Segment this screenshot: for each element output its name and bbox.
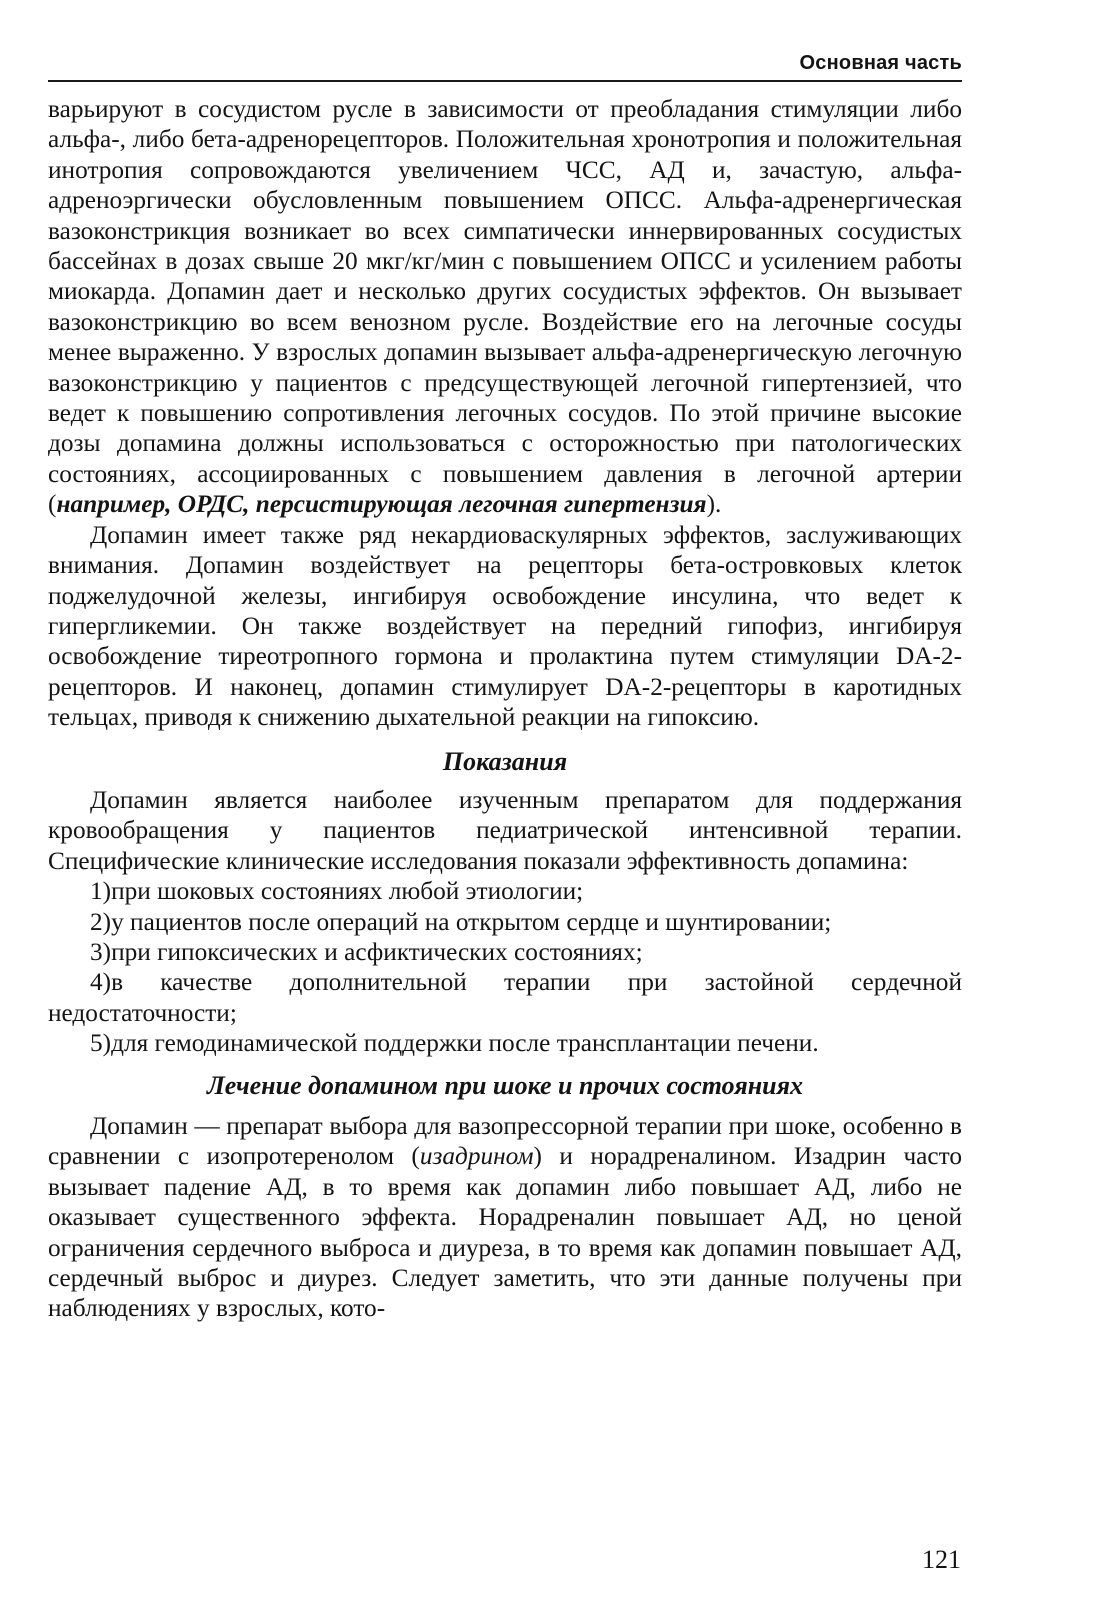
list-item-number: 3) (90, 937, 112, 966)
list-item-number: 2) (90, 907, 112, 936)
list-item-number: 4) (90, 968, 112, 997)
page-number: 121 (922, 1545, 961, 1574)
list-item-text: в качестве дополнительной терапии при застойной сердечной недостаточности; (48, 968, 962, 1027)
list-item-text: при шоковых состояниях любой этиологии; (111, 877, 584, 906)
list-item-number: 5) (90, 1029, 112, 1058)
emphasis-example: например, ОРДС, персистирующая легочная гипертензия (56, 490, 707, 519)
paragraph-shock-treatment (48, 1111, 962, 1324)
paragraph-text: ) и норадреналином. Изадрин часто вызывает падение АД, в то время как допамин либо повышает АД, либо не оказывает существенного эффекта. Норадреналин повышает АД, но ценой ограничения сердечного выброса и диуреза, в то время как допамин повышает АД, сердечный выброс и диурез. Следует заметить, что эти данные получены при наблюдениях у взрослых, кото- (48, 1142, 962, 1323)
list-item (48, 937, 962, 967)
paragraph-text: Допамин — препарат выбора для вазопрессорной терапии при шоке, особенно в сравнении с изопротеренолом ( (48, 1112, 962, 1171)
paragraph-noncardiovascular-effects: Допамин имеет также ряд некардиоваскулярных эффектов, заслуживающих внимания. Допамин воздействует на рецепторы бета-островковых клеток поджелудочной железы, ингибируя освобождение инсулина, что ведет к гипергликемии. Он также воздействует на передний гипофиз, ингибируя освобождение тиреотропного гормона и пролактина путем стимуляции DA-2-рецепторов. И наконец, допамин стимулирует DA-2-рецепторы в каротидных тельцах, приводя к снижению дыхательной реакции на гипоксию. (48, 520, 962, 732)
page-body (48, 94, 962, 1324)
paragraph-vascular-effects (48, 94, 962, 520)
list-item-number: 1) (90, 877, 112, 906)
list-item (48, 876, 962, 906)
list-item (48, 907, 962, 937)
list-item-text: при гипоксических и асфиктических состояниях; (111, 937, 643, 966)
paragraph-indications-intro: Допамин является наиболее изученным препаратом для поддержания кровообращения у пациентов педиатрической интенсивной терапии. Специфические клинические исследования показали эффективность допамина: (48, 785, 962, 875)
indications-list (48, 876, 962, 1058)
list-item-text: для гемодинамической поддержки после трансплантации печени. (111, 1029, 819, 1058)
paragraph-text: варьируют в сосудистом русле в зависимости от преобладания стимуляции либо альфа-, либо бета-адренорецепторов. Положительная хронотропия и положительная инотропия сопровождаются увеличением ЧСС, АД и, зачастую, альфа-адреноэргически обусловленным повышением ОПСС. Альфа-адренергическая вазоконстрикция возникает во всех симпатически иннервированных сосудистых бассейнах в дозах свыше 20 мкг/кг/мин с повышением ОПСС и усилением работы миокарда. Допамин дает и несколько других сосудистых эффектов. Он вызывает вазоконстрикцию во всем венозном русле. Воздействие его на легочные сосуды менее выраженно. У взрослых допамин вызывает альфа-адренергическую легочную вазоконстрикцию у пациентов с предсуществующей легочной гипертензией, что ведет к повышению сопротивления легочных сосудов. По этой причине высокие дозы допамина должны использоваться с осторожностью при патологических состояниях, ассоциированных с повышением давления в легочной артерии ( (48, 95, 962, 519)
list-item (48, 1028, 962, 1058)
emphasis-drug-name: изадрином (419, 1142, 534, 1171)
section-heading-shock-treatment: Лечение допамином при шоке и прочих состояниях (206, 1070, 804, 1100)
running-head (48, 38, 962, 82)
paragraph-text: ). (706, 490, 722, 519)
list-item-text: у пациентов после операций на открытом сердце и шунтировании; (111, 907, 832, 936)
section-heading-indications: Показания (442, 746, 568, 776)
running-head-title: Основная часть (799, 52, 962, 74)
list-item (48, 967, 962, 1028)
